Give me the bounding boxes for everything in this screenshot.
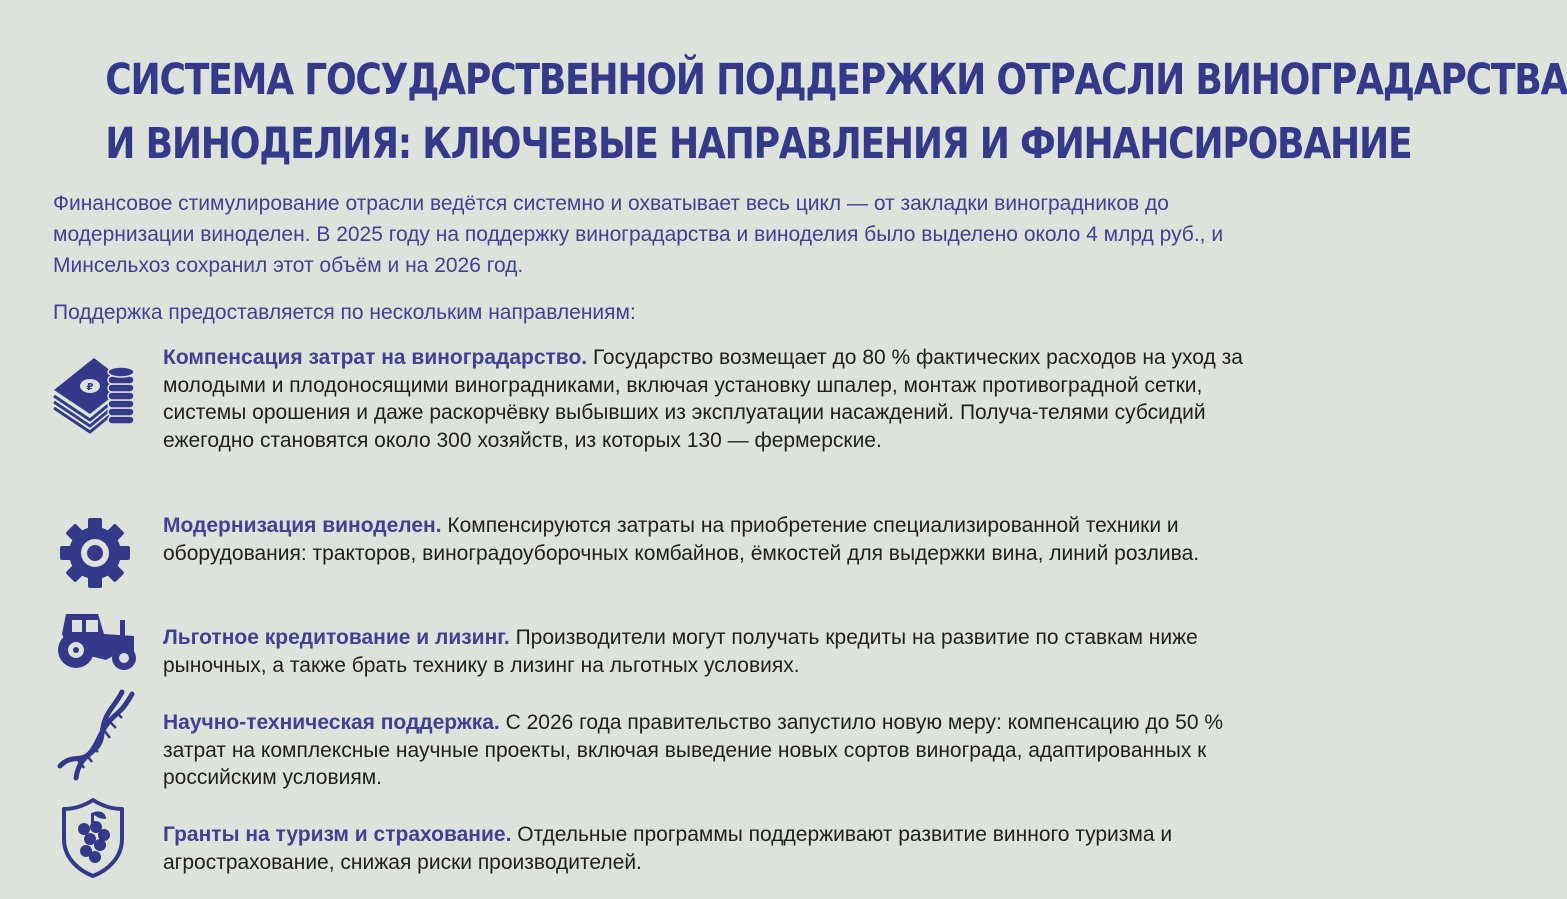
item-heading: Компенсация затрат на виноградарство. xyxy=(163,346,588,369)
item-text: С 2026 года правительство запустило новую меру: компенсацию до 50 % затрат на комплексные научные проекты, включая выведение новых сортов винограда, адаптированных к российским условиям. xyxy=(163,711,1223,789)
item-heading: Научно-техническая поддержка. xyxy=(163,711,500,734)
list-item xyxy=(163,344,1243,454)
shield-grapes-icon xyxy=(60,797,126,879)
item-text: Производители могут получать кредиты на развитие по ставкам ниже рыночных, а также брать технику в лизинг на льготных условиях. xyxy=(163,626,1198,677)
item-text: Государство возмещает до 80 % фактических расходов на уход за молодыми и плодоносящими виноградниками, включая установку шпалер, монтаж противоградной сетки, системы орошения и даже раскорчёвку выбывших из эксплуатации насаждений. Получа-телями субсидий ежегодно становятся около 300 хозяйств, из которых 130 — фермерские. xyxy=(163,346,1243,452)
list-item xyxy=(163,821,1243,876)
tractor-icon xyxy=(54,612,138,672)
intro-paragraph: Финансовое стимулирование отрасли ведётся системно и охватывает весь цикл — от закладки виноградников до модернизации виноделен. В 2025 году на поддержку виноградарства и виноделия было выделено около 4 млрд руб., и Минсельхоз сохранил этот объём и на 2026 год. xyxy=(53,192,1224,277)
page-title xyxy=(105,48,1567,176)
list-item xyxy=(163,512,1243,567)
item-heading: Гранты на туризм и страхование. xyxy=(163,823,512,846)
item-heading: Модернизация виноделен. xyxy=(163,514,442,537)
money-coins-icon xyxy=(50,348,136,432)
title-line-2: И ВИНОДЕЛИЯ: КЛЮЧЕВЫЕ НАПРАВЛЕНИЯ И ФИНАНСИРОВАНИЕ xyxy=(105,119,1412,169)
title-line-1: СИСТЕМА ГОСУДАРСТВЕННОЙ ПОДДЕРЖКИ ОТРАСЛИ ВИНОГРАДАРСТВА xyxy=(105,55,1567,105)
list-item xyxy=(163,709,1243,792)
dna-icon xyxy=(56,690,136,780)
item-text: Компенсируются затраты на приобретение специализированной техники и оборудования: тракторов, виноградоуборочных комбайнов, ёмкостей для выдержки вина, линий розлива. xyxy=(163,514,1200,565)
item-heading: Льготное кредитование и лизинг. xyxy=(163,626,510,649)
list-item xyxy=(163,624,1243,679)
lead-paragraph: Поддержка предоставляется по нескольким направлениям: xyxy=(53,301,636,324)
gear-icon xyxy=(60,518,130,588)
svg-text:₽: ₽ xyxy=(86,382,94,393)
item-text: Отдельные программы поддерживают развитие винного туризма и агрострахование, снижая риски производителей. xyxy=(163,823,1173,874)
